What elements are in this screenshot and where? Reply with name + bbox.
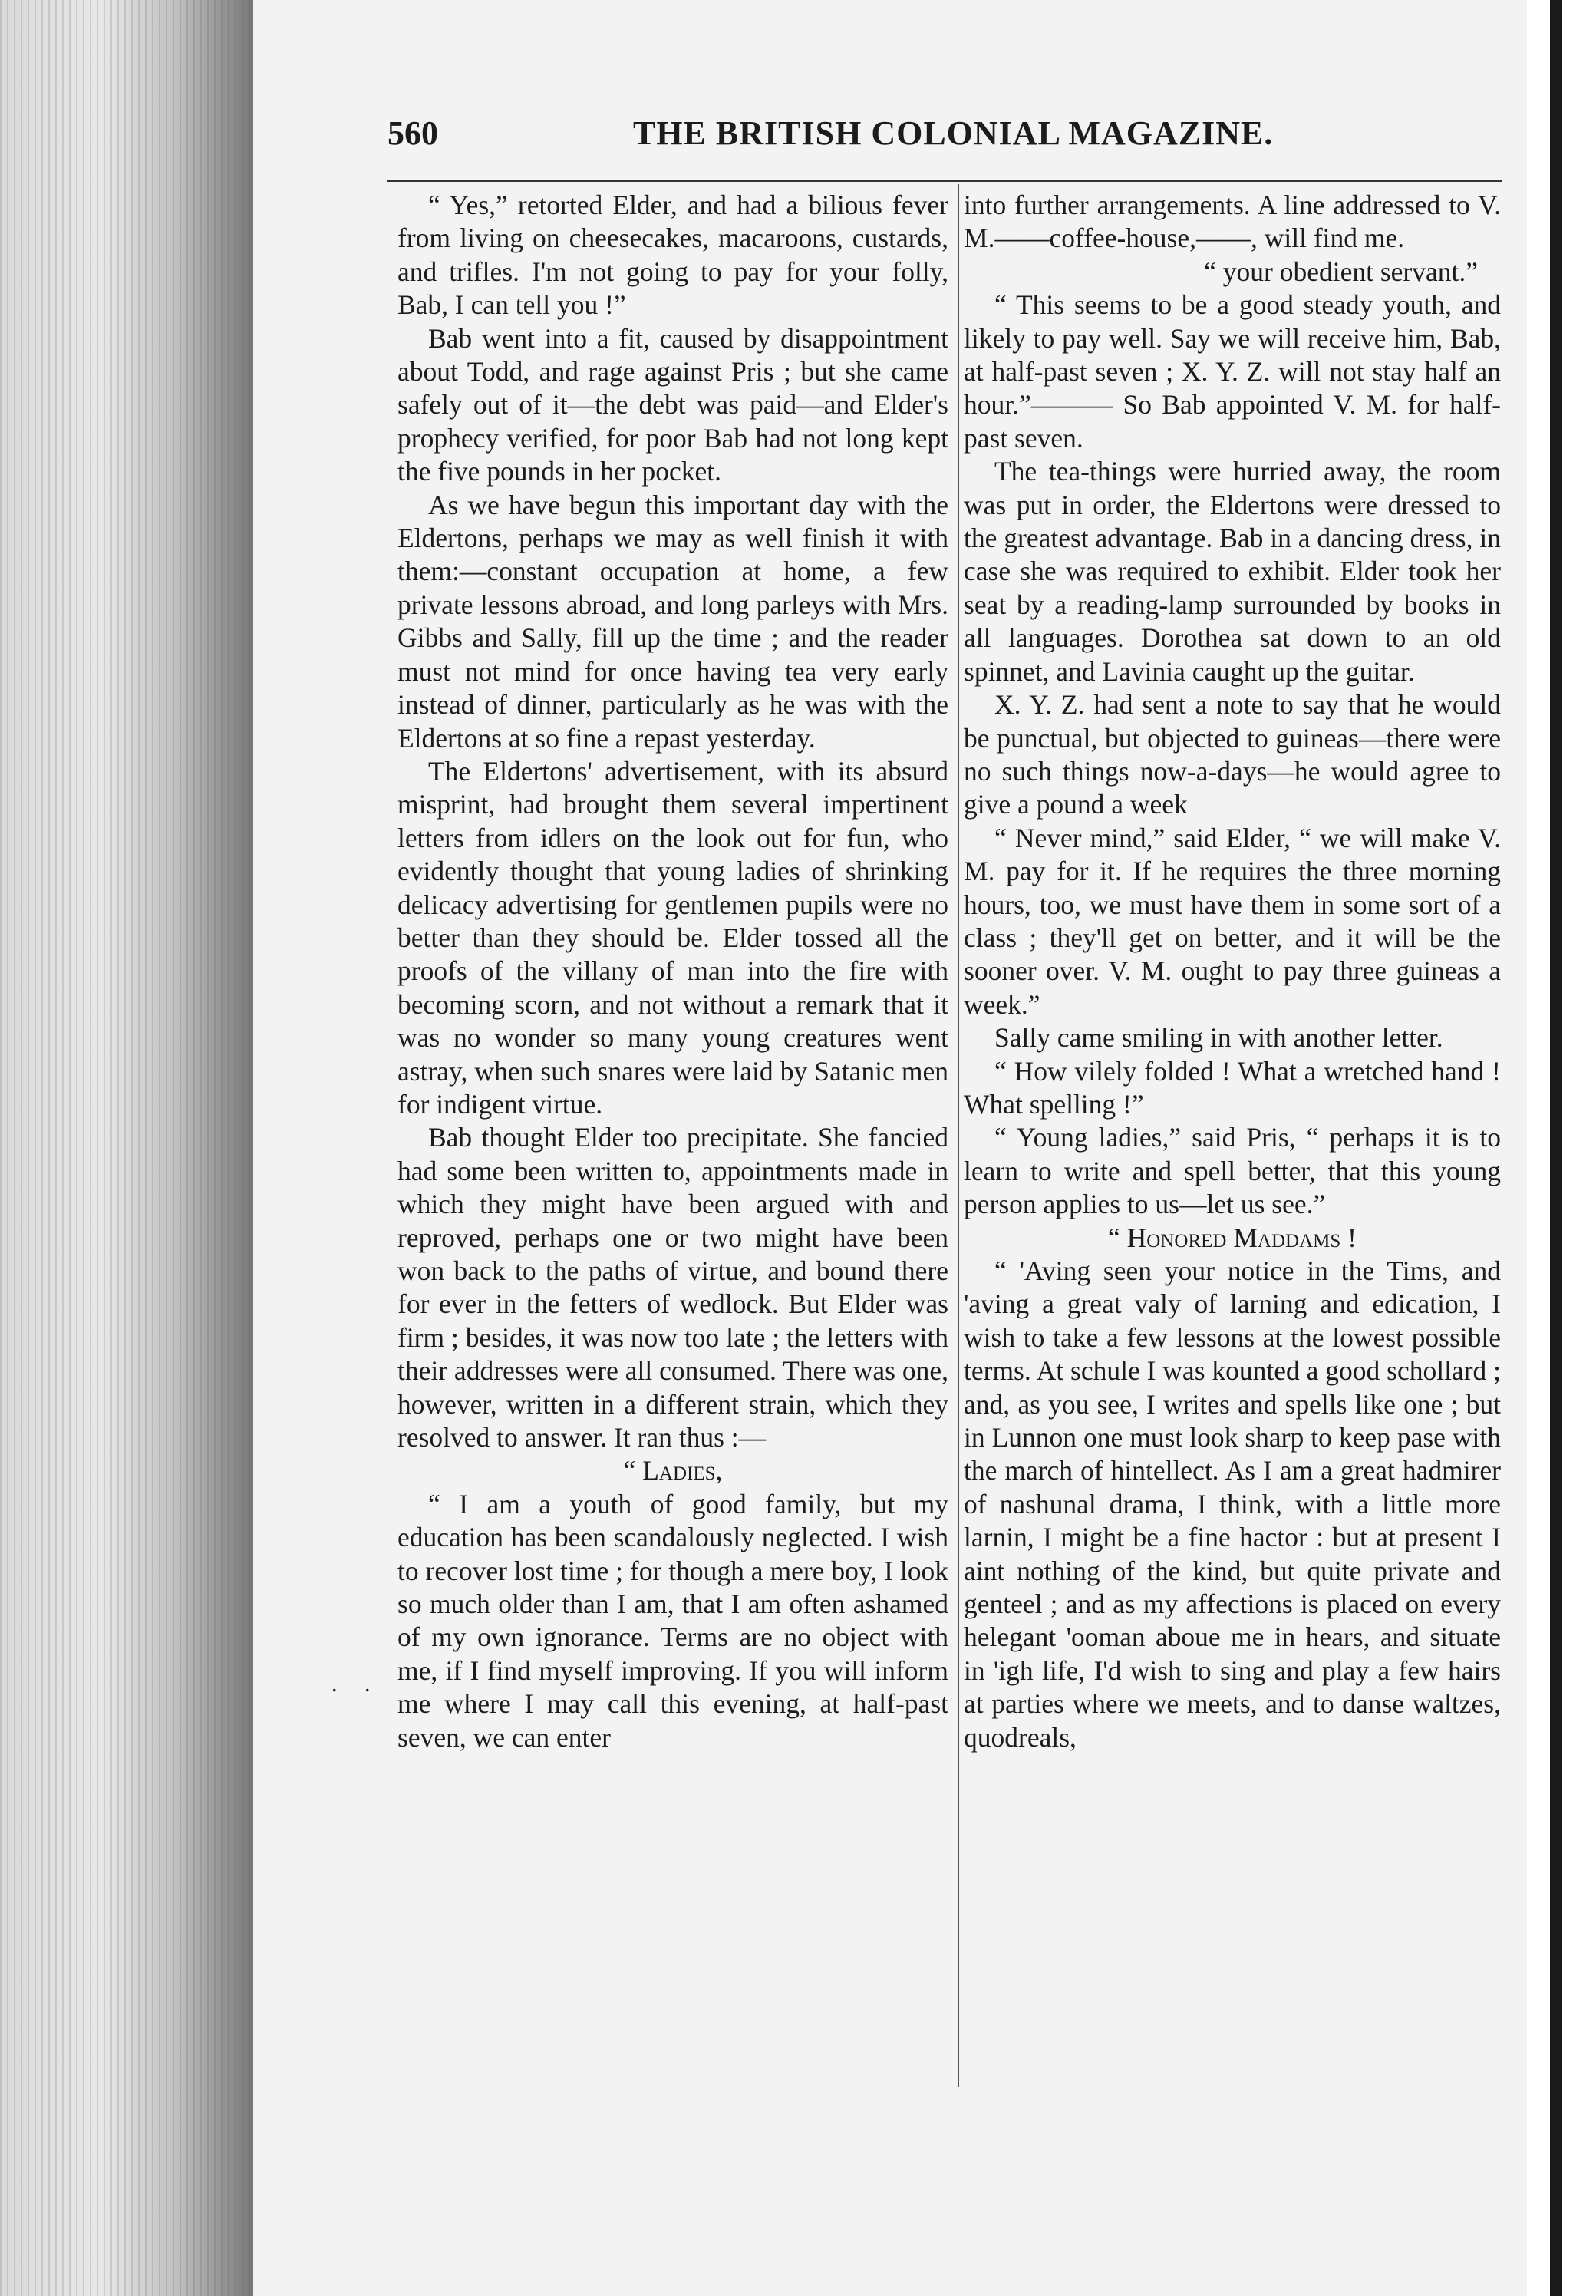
page-edges bbox=[0, 0, 253, 2296]
paragraph: The Eldertons' advertisement, with its absurd misprint, had brought them several impertinent letters from idlers on the look out for fun, who evidently thought that young ladies of shrinking delicacy advertising for gentlemen pupils were no better than they should be. Elder tossed all the proofs of the villany of man into the fire with becoming scorn, and not without a remark that it was no wonder so many young creatures went astray, when such snares were laid by Satanic men for indigent virtue. bbox=[397, 755, 948, 1120]
paragraph: “ Never mind,” said Elder, “ we will make V. M. pay for it. If he requires the three morning hours, too, we must have them in some sort of a class ; they'll get on better, and it will be the sooner over. V. M. ought to pay three guineas a week.” bbox=[964, 822, 1501, 1020]
right-margin bbox=[1527, 0, 1596, 2296]
paragraph: The tea-things were hurried away, the room was put in order, the Eldertons were dressed to the greatest advantage. Bab in a dancing dress, in case she was required to exhibit. Elder took her seat by a reading-lamp surrounded by books in all languages. Dorothea sat down to an old spinnet, and Lavinia caught up the guitar. bbox=[964, 456, 1501, 687]
journal-title: THE BRITISH COLONIAL MAGAZINE. bbox=[633, 114, 1274, 152]
paragraph: “ Yes,” retorted Elder, and had a bilious fever from living on cheesecakes, macaroons, custards, and trifles. I'm not going to pay for your folly, Bab, I can tell you !” bbox=[397, 190, 948, 321]
paragraph: into further arrangements. A line addressed to V. M.——coffee-house,——, will find me. bbox=[964, 190, 1501, 254]
left-column bbox=[397, 189, 948, 1754]
page-number: 560 bbox=[387, 114, 438, 152]
column-rule bbox=[958, 184, 959, 2087]
running-head bbox=[387, 107, 1274, 161]
paragraph: “ Young ladies,” said Pris, “ perhaps it is to learn to write and spell better, that this young person applies to us—let us see.” bbox=[964, 1122, 1501, 1220]
letter-closing: “ your obedient servant.” bbox=[1204, 256, 1478, 287]
scan-edge-bar bbox=[1550, 0, 1562, 2296]
paragraph: Bab went into a fit, caused by disappointment about Todd, and rage against Pris ; but she came safely out of it—the debt was paid—and Elder's prophecy verified, for poor Bab had not long kept the five pounds in her pocket. bbox=[397, 322, 948, 487]
margin-marks: . . bbox=[331, 1671, 381, 1697]
paragraph: “ I am a youth of good family, but my education has been scandalously neglected. I wish to recover lost time ; for though a mere boy, I look so much older than I am, that I am often ashamed of my own ignorance. Terms are no object with me, if I find myself improving. If you will inform me where I may call this evening, at half-past seven, we can enter bbox=[397, 1488, 948, 1753]
paragraph: Bab thought Elder too precipitate. She fancied had some been written to, appointments made in which they might have been argued with and reproved, perhaps one or two might have been won back to the paths of virtue, and bound there for ever in the fetters of wedlock. But Elder was firm ; besides, it was now too late ; the letters with their addresses were all consumed. There was one, however, written in a different strain, which they resolved to answer. It ran thus :— bbox=[397, 1122, 948, 1453]
right-column bbox=[964, 189, 1501, 1754]
paragraph: “ This seems to be a good steady youth, and likely to pay well. Say we will receive him, Bab, at half-past seven ; X. Y. Z. will not stay half an hour.”——— So Bab appointed V. M. for half-past seven. bbox=[964, 289, 1501, 454]
letter-salutation: “ Ladies, bbox=[623, 1455, 723, 1486]
paragraph: As we have begun this important day with the Eldertons, perhaps we may as well finish it with them:—constant occupation at home, a few private lessons abroad, and long parleys with Mrs. Gibbs and Sally, fill up the time ; and the reader must not mind for once having tea very early instead of dinner, particularly as he was with the Eldertons at so fine a repast yesterday. bbox=[397, 489, 948, 754]
paragraph: X. Y. Z. had sent a note to say that he would be punctual, but objected to guineas—there were no such things now-a-days—he would agree to give a pound a week bbox=[964, 689, 1501, 820]
paragraph: Sally came smiling in with another letter. bbox=[994, 1022, 1443, 1054]
header-rule bbox=[387, 180, 1502, 182]
letter-salutation: “ Honored Maddams ! bbox=[1108, 1222, 1357, 1253]
paragraph: “ 'Aving seen your notice in the Tims, and 'aving a great valy of larning and edication, I wish to take a few lessons at the lowest possible terms. At schule I was kounted a good schollard ; and, as you see, I writes and spells like one ; but in Lunnon one must look sharp to keep pase with the march of hintellect. As I am a great hadmirer of nashunal drama, I think, with a little more larnin, I might be a fine hactor : but at present I aint nothing of the kind, but quite private and genteel ; and as my affections is placed on every helegant 'ooman aboue me in hears, and situate in 'igh life, I'd wish to sing and play a few hairs at parties where we meets, and to danse waltzes, quodreals, bbox=[964, 1255, 1501, 1753]
paragraph: “ How vilely folded ! What a wretched hand ! What spelling !” bbox=[964, 1055, 1501, 1120]
